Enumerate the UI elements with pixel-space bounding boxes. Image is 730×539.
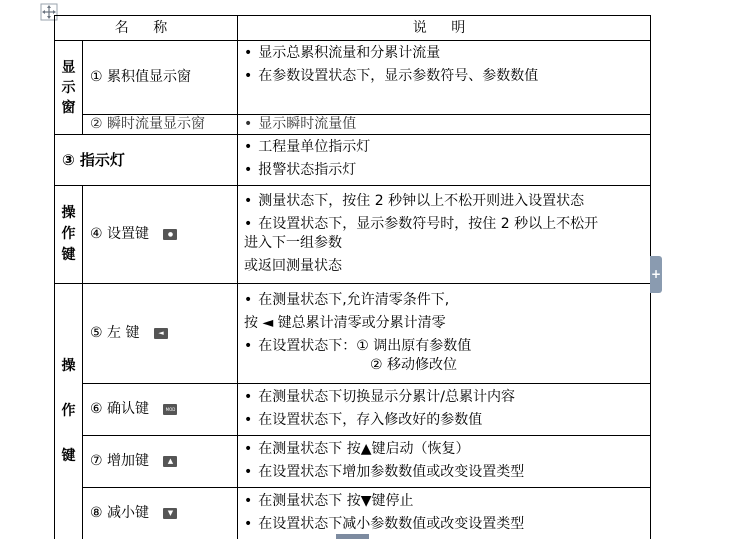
- group-label-operate-2: 操 作 键: [55, 284, 83, 539]
- column-header-desc: 说 明: [238, 16, 651, 41]
- table-row: [55, 436, 651, 488]
- table-row: [55, 135, 651, 186]
- spec-table: [54, 15, 651, 539]
- group-label-operate: 操作键: [55, 186, 83, 284]
- scroll-indicator[interactable]: [336, 534, 369, 539]
- row-desc-increase-key: • 在测量状态下 按▲键启动（恢复） • 在设置状态下增加参数数值或改变设置类型: [238, 436, 651, 488]
- row-name-instant-display: ② 瞬时流量显示窗: [83, 115, 238, 135]
- row-desc-confirm-key: • 在测量状态下切换显示分累计/总累计内容 • 在设置状态下，存入修改好的参数值: [238, 384, 651, 436]
- row-name-increase-key: ⑦ 增加键 ▲: [83, 436, 238, 488]
- table-row: [55, 115, 651, 135]
- table-row: [55, 284, 651, 384]
- table-header-row: [55, 16, 651, 41]
- row-name-indicator: ③ 指示灯: [55, 135, 238, 186]
- row-desc-decrease-key: • 在测量状态下 按▼键停止 • 在设置状态下减小参数数值或改变设置类型: [238, 488, 651, 539]
- down-key-icon: ▼: [163, 508, 177, 519]
- add-row-tab[interactable]: +: [650, 256, 662, 293]
- row-desc-set-key: • 测量状态下，按住 2 秒钟以上不松开则进入设置状态 • 在设置状态下，显示参数符号时，按住 2 秒以上不松开 进入下一组参数 或返回测量状态: [238, 186, 651, 284]
- row-name-accumulated-display: ① 累积值显示窗: [83, 41, 238, 115]
- table-row: [55, 488, 651, 539]
- row-desc-accumulated-display: • 显示总累积流量和分累计流量 • 在参数设置状态下，显示参数符号、参数数值: [238, 41, 651, 115]
- row-desc-indicator: • 工程量单位指示灯 • 报警状态指示灯: [238, 135, 651, 186]
- up-key-icon: ▲: [163, 456, 177, 467]
- row-name-confirm-key: ⑥ 确认键 MOD: [83, 384, 238, 436]
- left-key-icon: ◄: [154, 328, 168, 339]
- row-name-set-key: ④ 设置键 ●: [83, 186, 238, 284]
- row-name-decrease-key: ⑧ 减小键 ▼: [83, 488, 238, 539]
- row-name-left-key: ⑤ 左 键 ◄: [83, 284, 238, 384]
- column-header-name: 名 称: [55, 16, 238, 41]
- table-row: [55, 186, 651, 284]
- mod-key-icon: MOD: [163, 404, 177, 415]
- row-desc-instant-display: • 显示瞬时流量值: [238, 115, 651, 135]
- table-row: [55, 384, 651, 436]
- group-label-display: 显示窗: [55, 41, 83, 135]
- table-row: [55, 41, 651, 115]
- row-desc-left-key: • 在测量状态下,允许清零条件下, 按 ◄ 键总累计清零或分累计清零 • 在设置状态下：① 调出原有参数值 ② 移动修改位: [238, 284, 651, 384]
- set-key-icon: ●: [163, 229, 177, 240]
